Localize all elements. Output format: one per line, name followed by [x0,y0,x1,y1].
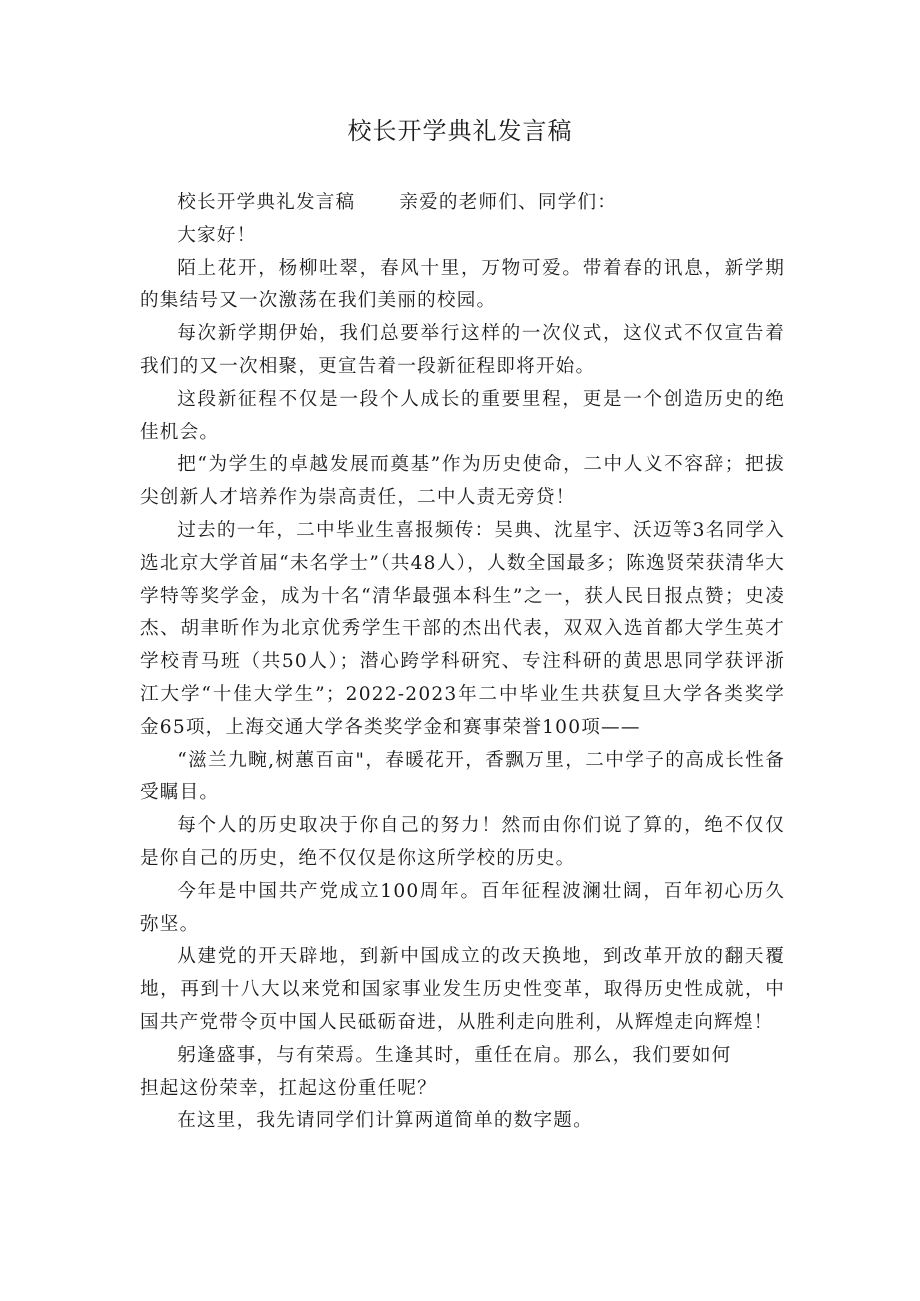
paragraph: 过去的一年，二中毕业生喜报频传：吴典、沈星宇、沃迈等3名同学入选北京大学首届“未名学士”（共48人），人数全国最多；陈逸贤荣获清华大学特等奖学金，成为十名“清华最强本科生”之一，获人民日报点赞；史凌杰、胡聿昕作为北京优秀学生干部的杰出代表，双双入选首都大学生英才学校青马班（共50人）；潜心跨学科研究、专注科研的黄思思同学获评浙江大学“十佳大学生”；2022-2023年二中毕业生共获复旦大学各类奖学金65项，上海交通大学各类奖学金和赛事荣誉100项—— [140,519,785,738]
paragraph: 今年是中国共产党成立100周年。百年征程波澜壮阔，百年初心历久弥坚。 [140,880,785,935]
paragraph-continuation: 担起这份荣幸，扛起这份重任呢？ [140,1077,437,1099]
paragraph: 大家好！ [177,224,257,246]
paragraph: 从建党的开天辟地，到新中国成立的改天换地，到改革开放的翻天覆地，再到十八大以来党和国家事业发生历史性变革，取得历史性成就，中国共产党带令页中国人民砥砺奋进，从胜利走向胜利，从辉煌走向辉煌！ [140,946,785,1033]
opening-line [140,187,785,220]
salutation: 亲爱的老师们、同学们： [399,192,618,213]
document-body [140,187,785,1138]
paragraph: 陌上花开，杨柳吐翠，春风十里，万物可爱。带着春的讯息，新学期的集结号又一次激荡在我们美丽的校园。 [140,257,785,312]
paragraph: 把“为学生的卓越发展而奠基”作为历史使命，二中人义不容辞；把拔尖创新人才培养作为崇高责任，二中人责无旁贷！ [140,454,785,509]
paragraph: 这段新征程不仅是一段个人成长的重要里程，更是一个创造历史的绝佳机会。 [140,388,785,443]
paragraph: 躬逢盛事，与有荣焉。生逢其时，重任在肩。那么，我们要如何 [177,1044,732,1066]
opening-label: 校长开学典礼发言稿 [177,192,356,213]
paragraph: “滋兰九畹,树蕙百亩"，春暖花开，香飘万里，二中学子的高成长性备受瞩目。 [140,749,785,804]
paragraph: 每个人的历史取决于你自己的努力！然而由你们说了算的，绝不仅仅是你自己的历史，绝不仅仅是你这所学校的历史。 [140,815,785,869]
document-title: 校长开学典礼发言稿 [347,117,573,145]
paragraph: 在这里，我先请同学们计算两道简单的数字题。 [177,1110,593,1132]
paragraph: 每次新学期伊始，我们总要举行这样的一次仪式，这仪式不仅宣告着我们的又一次相聚，更宣告着一段新征程即将开始。 [140,323,785,377]
